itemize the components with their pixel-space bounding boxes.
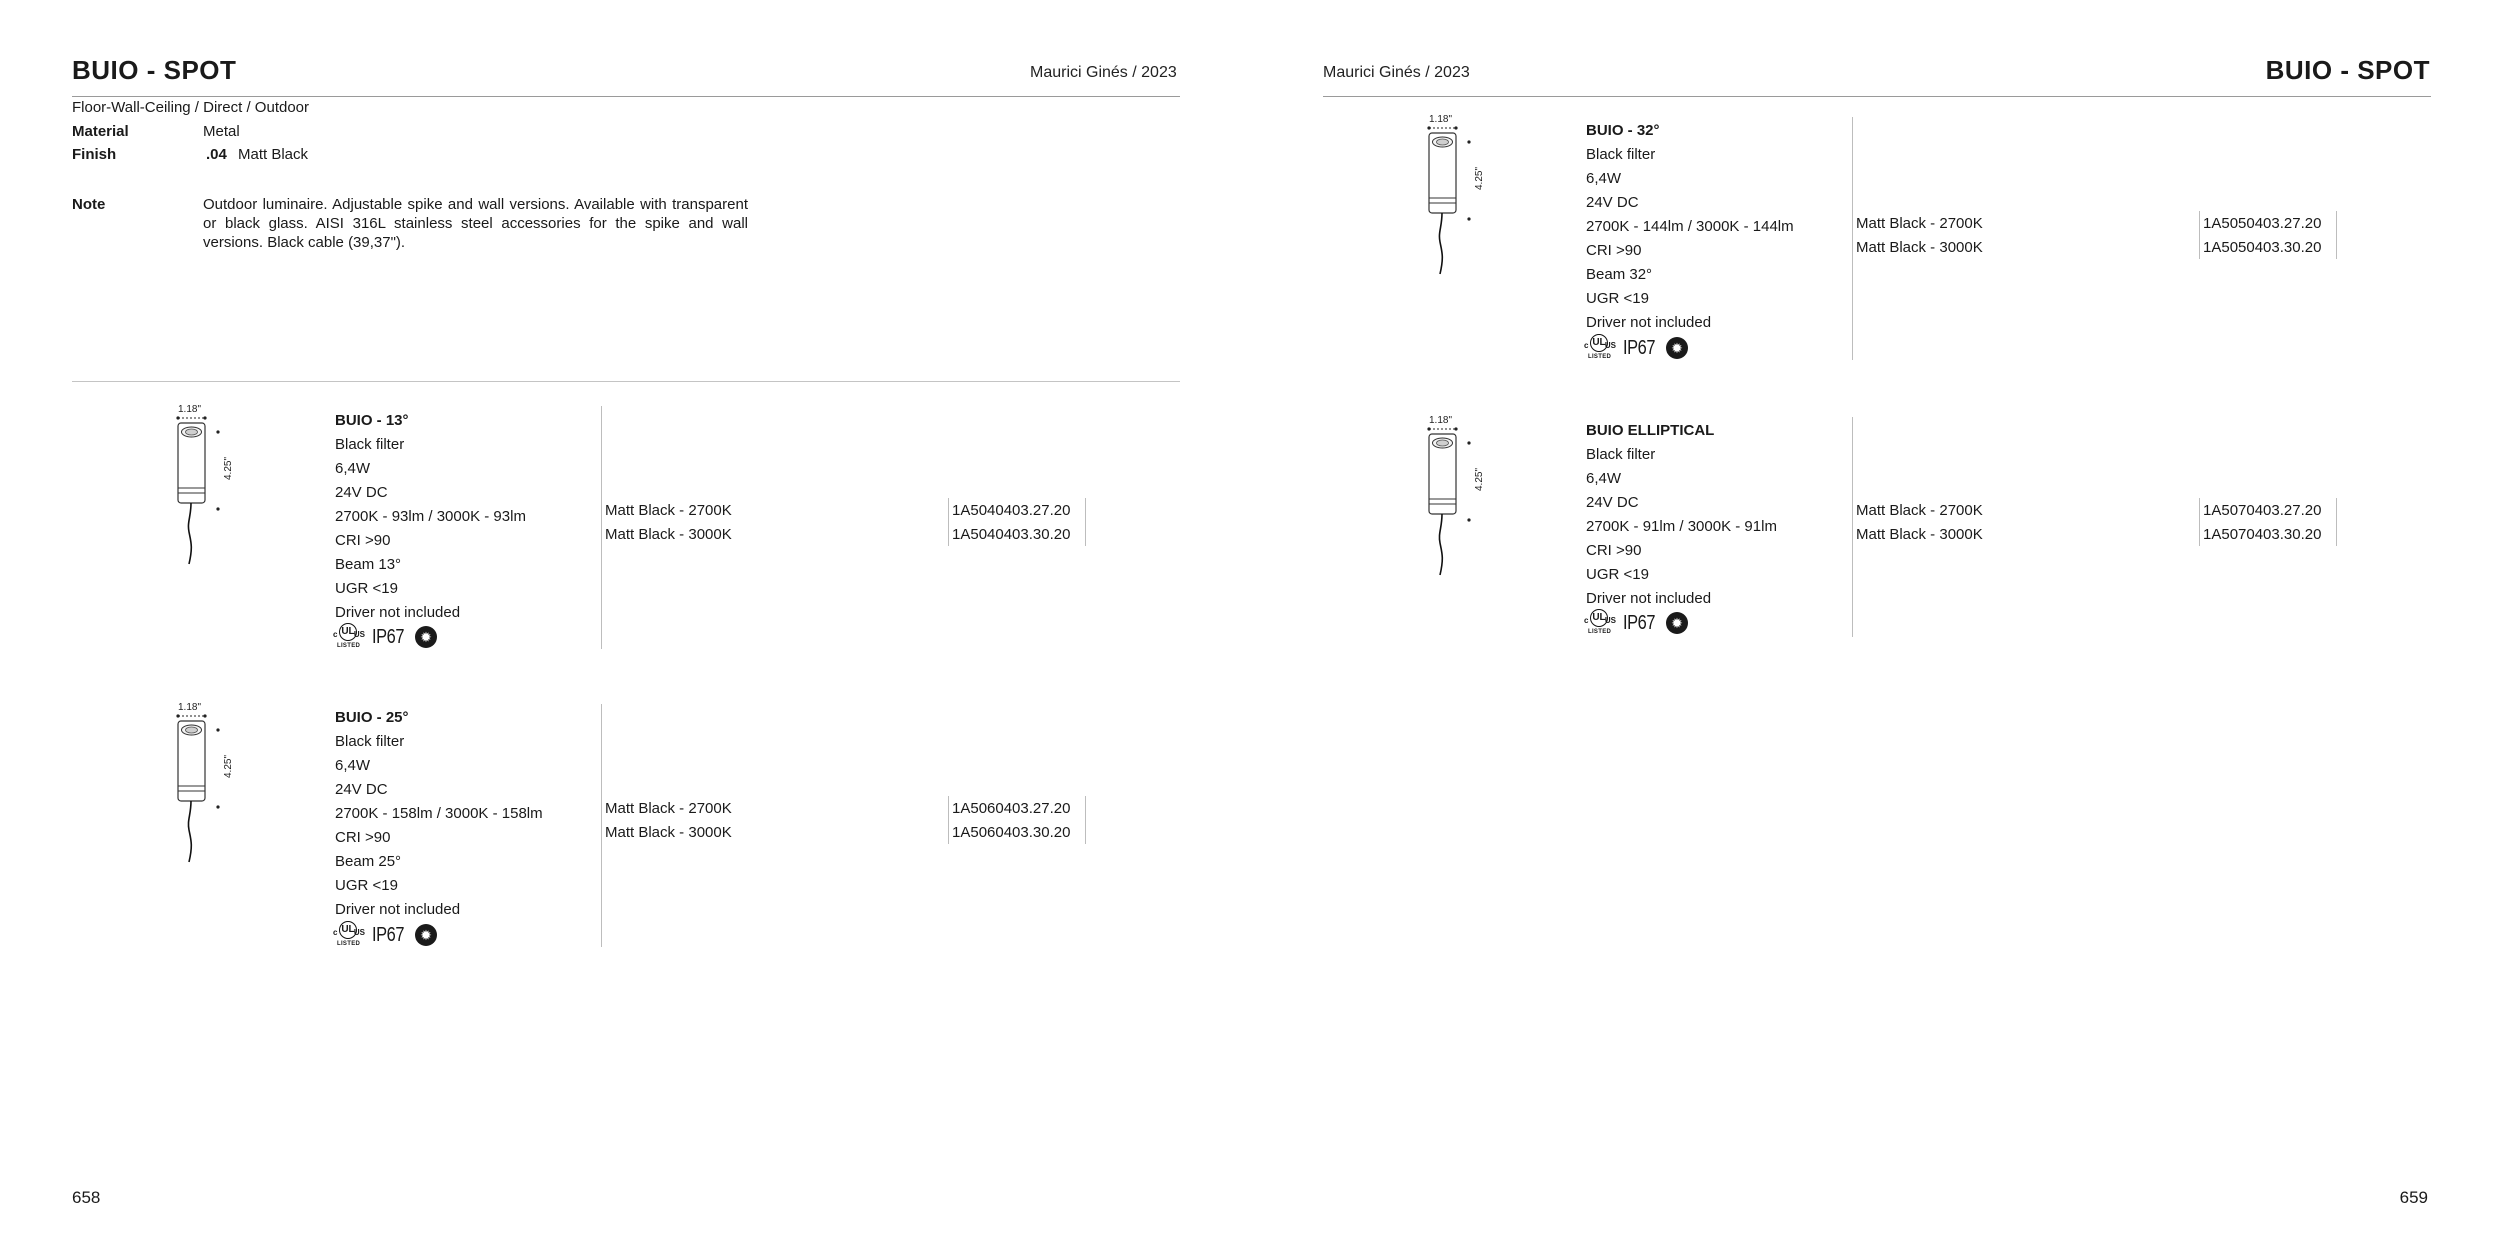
variant-list-buio-32 [1856,212,1983,260]
spec-lumen: 2700K - 93lm / 3000K - 93lm [335,508,526,525]
product-code: 1A5040403.30.20 [952,526,1071,543]
spec-beam: Beam 25° [335,853,402,870]
spec-filter: Black filter [335,436,405,453]
column-divider [1852,117,1853,360]
note-text: Outdoor luminaire. Adjustable spike and wall versions. Available with transparent or black glass. AISI 316L stainless steel accessories for the spike and wall versions. Black cable (39,37"). [203,196,748,251]
spec-list-buio-32 [1586,143,1794,335]
led-gear-icon: ✹ [1666,337,1688,359]
spec-power: 6,4W [335,757,371,774]
finish-value: Matt Black [238,146,309,163]
right-page-author: Maurici Ginés / 2023 [1323,64,1470,81]
material-label: Material [72,123,129,140]
left-page-title: BUIO - SPOT [72,55,237,85]
dim-height-label: 4.25" [223,456,234,480]
code-divider [2199,211,2200,259]
product-code: 1A5070403.30.20 [2203,526,2322,543]
code-divider [948,796,949,844]
spec-driver: Driver not included [335,901,461,918]
luminaire-drawing-buio-13 [165,402,245,572]
spec-driver: Driver not included [1586,590,1712,607]
variant-label: Matt Black - 3000K [605,526,732,543]
variant-label: Matt Black - 2700K [1856,502,1983,519]
product-code: 1A5040403.27.20 [952,502,1071,519]
spec-power: 6,4W [1586,170,1622,187]
ul-listed-icon: c UL US LISTED [1584,333,1614,363]
code-end-divider [2336,498,2337,546]
led-gear-icon: ✹ [415,924,437,946]
spec-filter: Black filter [1586,446,1656,463]
luminaire-drawing-buio-elliptical [1416,413,1496,583]
spec-driver: Driver not included [335,604,461,621]
code-list-buio-32 [2203,212,2321,260]
spec-list-buio-25 [335,730,543,922]
code-end-divider [1085,498,1086,546]
spec-lumen: 2700K - 91lm / 3000K - 91lm [1586,518,1777,535]
luminaire-drawing-buio-32 [1416,112,1496,282]
variant-list-buio-elliptical [1856,499,1983,547]
dim-width-label: 1.18" [178,702,202,713]
spec-voltage: 24V DC [1586,494,1639,511]
variant-label: Matt Black - 3000K [1856,239,1983,256]
left-page-author: Maurici Ginés / 2023 [1030,64,1177,81]
variant-label: Matt Black - 2700K [605,800,732,817]
product-code: 1A5050403.27.20 [2203,215,2322,232]
product-name-buio-25: BUIO - 25° [335,709,409,726]
product-code: 1A5060403.27.20 [952,800,1071,817]
variant-list-buio-13 [605,499,732,547]
spec-list-buio-elliptical [1586,443,1777,611]
spec-lumen: 2700K - 144lm / 3000K - 144lm [1586,218,1794,235]
ul-listed-icon: c UL US LISTED [333,622,363,652]
led-gear-icon: ✹ [415,626,437,648]
spec-voltage: 24V DC [335,484,388,501]
variant-label: Matt Black - 2700K [1856,215,1983,232]
spec-cri: CRI >90 [335,532,391,549]
ip67-icon: IP67 [372,625,405,648]
code-end-divider [2336,211,2337,259]
product-name-buio-elliptical: BUIO ELLIPTICAL [1586,422,1715,439]
code-list-buio-elliptical [2203,499,2321,547]
column-divider [601,406,602,649]
dim-height-label: 4.25" [1474,166,1485,190]
code-list-buio-25 [952,797,1070,845]
spec-cri: CRI >90 [335,829,391,846]
code-divider [2199,498,2200,546]
ul-listed-icon: c UL US LISTED [333,920,363,950]
spec-driver: Driver not included [1586,314,1712,331]
variant-list-buio-25 [605,797,732,845]
spec-list-buio-13 [335,433,526,625]
spec-ugr: UGR <19 [335,877,398,894]
page-number-left: 658 [72,1188,101,1207]
left-page-subtitle: Floor-Wall-Ceiling / Direct / Outdoor [72,99,310,116]
spec-cri: CRI >90 [1586,242,1642,259]
variant-label: Matt Black - 3000K [605,824,732,841]
ip67-icon: IP67 [1623,611,1656,634]
certifications-buio-32 [1584,333,1688,363]
dim-height-label: 4.25" [223,754,234,778]
ip67-icon: IP67 [1623,336,1656,359]
spec-voltage: 24V DC [335,781,388,798]
dim-width-label: 1.18" [178,404,202,415]
right-page-title: BUIO - SPOT [2265,55,2430,85]
dim-width-label: 1.18" [1429,114,1453,125]
product-code: 1A5070403.27.20 [2203,502,2322,519]
column-divider [601,704,602,947]
spec-power: 6,4W [335,460,371,477]
dim-height-label: 4.25" [1474,467,1485,491]
spec-ugr: UGR <19 [1586,566,1649,583]
spec-beam: Beam 13° [335,556,402,573]
certifications-buio-13 [333,622,437,652]
material-value: Metal [203,123,240,140]
right-header-rule [1323,96,2431,97]
variant-label: Matt Black - 3000K [1856,526,1983,543]
left-section-rule [72,381,1180,382]
code-divider [948,498,949,546]
certifications-buio-elliptical [1584,608,1688,638]
column-divider [1852,417,1853,637]
luminaire-drawing-buio-25 [165,700,245,870]
code-list-buio-13 [952,499,1070,547]
certifications-buio-25 [333,920,437,950]
ip67-icon: IP67 [372,923,405,946]
note-label: Note [72,196,106,213]
finish-label: Finish [72,146,117,163]
product-name-buio-13: BUIO - 13° [335,412,409,429]
variant-label: Matt Black - 2700K [605,502,732,519]
spec-voltage: 24V DC [1586,194,1639,211]
ul-listed-icon: c UL US LISTED [1584,608,1614,638]
spec-filter: Black filter [335,733,405,750]
code-end-divider [1085,796,1086,844]
finish-code: .04 [206,146,227,163]
spec-filter: Black filter [1586,146,1656,163]
dim-width-label: 1.18" [1429,415,1453,426]
spec-power: 6,4W [1586,470,1622,487]
led-gear-icon: ✹ [1666,612,1688,634]
spec-ugr: UGR <19 [335,580,398,597]
page-number-right: 659 [2399,1188,2428,1207]
product-code: 1A5050403.30.20 [2203,239,2322,256]
product-name-buio-32: BUIO - 32° [1586,122,1660,139]
spec-ugr: UGR <19 [1586,290,1649,307]
spec-beam: Beam 32° [1586,266,1653,283]
left-header-rule [72,96,1180,97]
spec-cri: CRI >90 [1586,542,1642,559]
product-code: 1A5060403.30.20 [952,824,1071,841]
spec-lumen: 2700K - 158lm / 3000K - 158lm [335,805,543,822]
